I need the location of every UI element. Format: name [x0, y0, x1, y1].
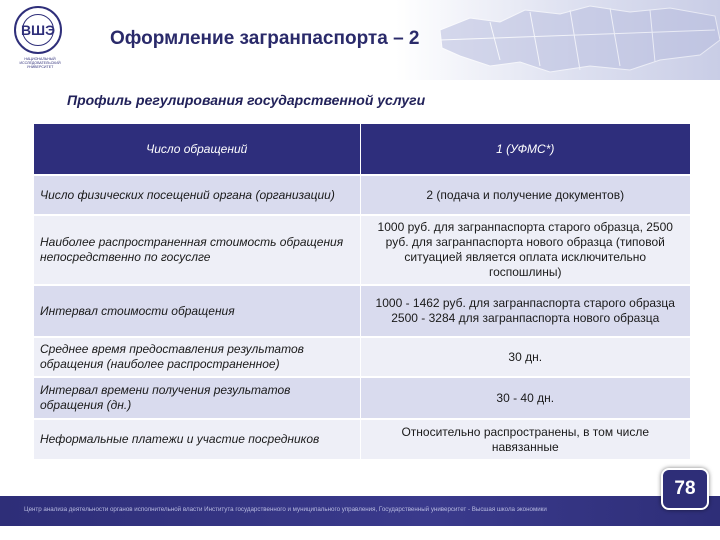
- map-background-icon: [430, 0, 720, 80]
- table-row: [34, 215, 690, 285]
- row-value: Относительно распространены, в том числе навязанные: [360, 419, 690, 459]
- table-row: [34, 377, 690, 419]
- row-value: 1000 руб. для загранпаспорта старого образца, 2500 руб. для загранпаспорта нового образца (типовой ситуацией является оплата исключительно госпошлины): [360, 215, 690, 285]
- row-label: Неформальные платежи и участие посредников: [34, 419, 360, 459]
- table-row: [34, 419, 690, 459]
- logo-caption: НАЦИОНАЛЬНЫЙ ИССЛЕДОВАТЕЛЬСКИЙ УНИВЕРСИТЕТ: [19, 57, 61, 70]
- regulation-profile-table: [34, 124, 690, 459]
- row-label: Интервал стоимости обращения: [34, 285, 360, 337]
- university-logo: [14, 6, 62, 54]
- row-value: 30 - 40 дн.: [360, 377, 690, 419]
- section-subtitle: Профиль регулирования государственной услуги: [67, 92, 426, 108]
- column-header: 1 (УФМС*): [360, 124, 690, 175]
- row-label: Число физических посещений органа (организации): [34, 175, 360, 215]
- table-header-row: [34, 124, 690, 175]
- page-title: Оформление загранпаспорта – 2: [110, 28, 420, 49]
- header-bar: [0, 0, 720, 80]
- table-row: [34, 285, 690, 337]
- column-header: Число обращений: [34, 124, 360, 175]
- row-label: Интервал времени получения результатов обращения (дн.): [34, 377, 360, 419]
- footer-bar: [0, 496, 720, 526]
- footer-text: Центр анализа деятельности органов исполнительной власти Института государственного и муниципального управления, Государственный университет - Высшая школа экономики: [24, 506, 547, 513]
- page-number-badge: 78: [661, 468, 709, 510]
- row-label: Наиболее распространенная стоимость обращения непосредственно по госуслге: [34, 215, 360, 285]
- table-row: [34, 175, 690, 215]
- row-label: Среднее время предоставления результатов обращения (наиболее распространенное): [34, 337, 360, 377]
- logo-mark: ВШЭ: [22, 14, 54, 46]
- row-value: 30 дн.: [360, 337, 690, 377]
- table-row: [34, 337, 690, 377]
- row-value: 1000 - 1462 руб. для загранпаспорта старого образца 2500 - 3284 для загранпаспорта нового образца: [360, 285, 690, 337]
- row-value: 2 (подача и получение документов): [360, 175, 690, 215]
